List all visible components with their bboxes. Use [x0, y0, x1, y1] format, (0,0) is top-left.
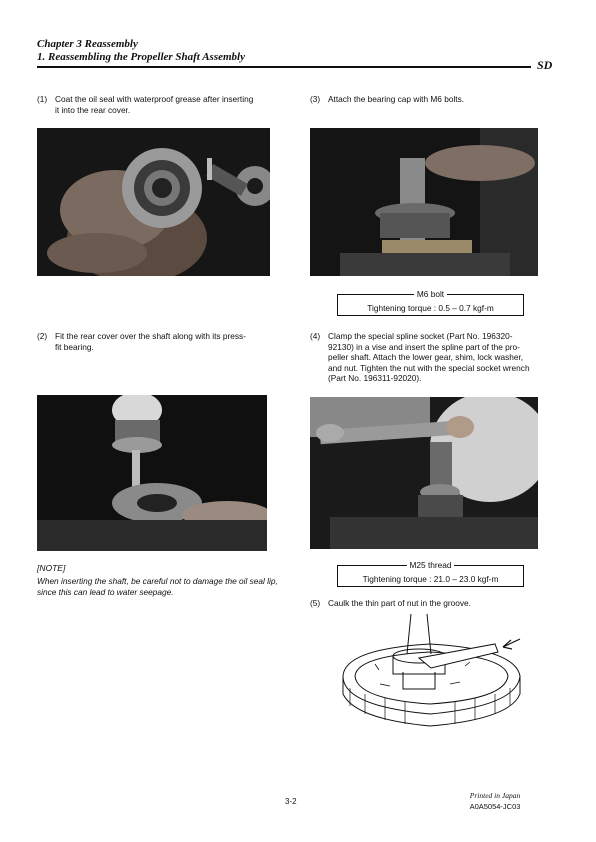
step-1: [37, 94, 283, 118]
step-number: (2): [37, 331, 48, 341]
step-text-line: peller shaft. Attach the lower gear, shim, lock washer,: [328, 352, 524, 362]
step-3: [310, 94, 550, 106]
spec-title: M25 thread: [407, 560, 455, 570]
chapter-title: Chapter 3 Reassembly: [37, 38, 138, 50]
step-text-line: Caulk the thin part of nut in the groove.: [328, 598, 471, 608]
document-code: A0A5054-JC03: [469, 802, 521, 811]
step-4: [310, 331, 550, 387]
page-number: 3-2: [285, 797, 297, 806]
step-2: [37, 331, 283, 355]
model-code: SD: [537, 58, 553, 72]
spec-value: Tightening torque : 21.0 – 23.0 kgf-m: [362, 574, 499, 584]
photo-bearing-cap: [310, 128, 538, 276]
section-title: 1. Reassembling the Propeller Shaft Assembly: [37, 51, 245, 63]
photo-socket-wrench: [310, 397, 538, 549]
spec-m25-thread: [337, 560, 524, 587]
step-number: (5): [310, 598, 321, 608]
step-number: (3): [310, 94, 321, 104]
step-number: (1): [37, 94, 48, 104]
step-text-line: Attach the bearing cap with M6 bolts.: [328, 94, 465, 104]
step-text-line: Fit the rear cover over the shaft along with its press-: [55, 331, 246, 341]
step-text-line: Clamp the special spline socket (Part No. 196320-: [328, 331, 513, 341]
spec-title: M6 bolt: [414, 289, 447, 299]
step-text-line: it into the rear cover.: [55, 104, 131, 115]
step-number: (4): [310, 331, 321, 341]
header-rule: [37, 66, 531, 68]
step-text-line: 92130) in a vise and insert the spline part of the pro-: [328, 341, 520, 352]
printed-in: Printed in Japan: [469, 791, 521, 800]
photo-rear-cover: [37, 395, 267, 551]
note-title: [NOTE]: [37, 563, 66, 573]
step-text-line: (Part No. 196311-92020).: [328, 373, 422, 383]
step-5: [310, 598, 550, 610]
spec-value: Tightening torque : 0.5 – 0.7 kgf-m: [367, 303, 494, 313]
caulking-illustration: [335, 614, 530, 734]
step-text-line: fit bearing.: [55, 341, 94, 352]
step-text-line: Coat the oil seal with waterproof grease after inserting: [55, 94, 254, 104]
photo-oil-seal: [37, 128, 270, 276]
spec-m6-bolt: [337, 289, 524, 316]
note-body: When inserting the shaft, be careful not to damage the oil seal lip, since this can lead to water seepage.: [37, 576, 278, 597]
step-text-line: and nut. Tighten the nut with the special socket wrench: [328, 362, 530, 373]
